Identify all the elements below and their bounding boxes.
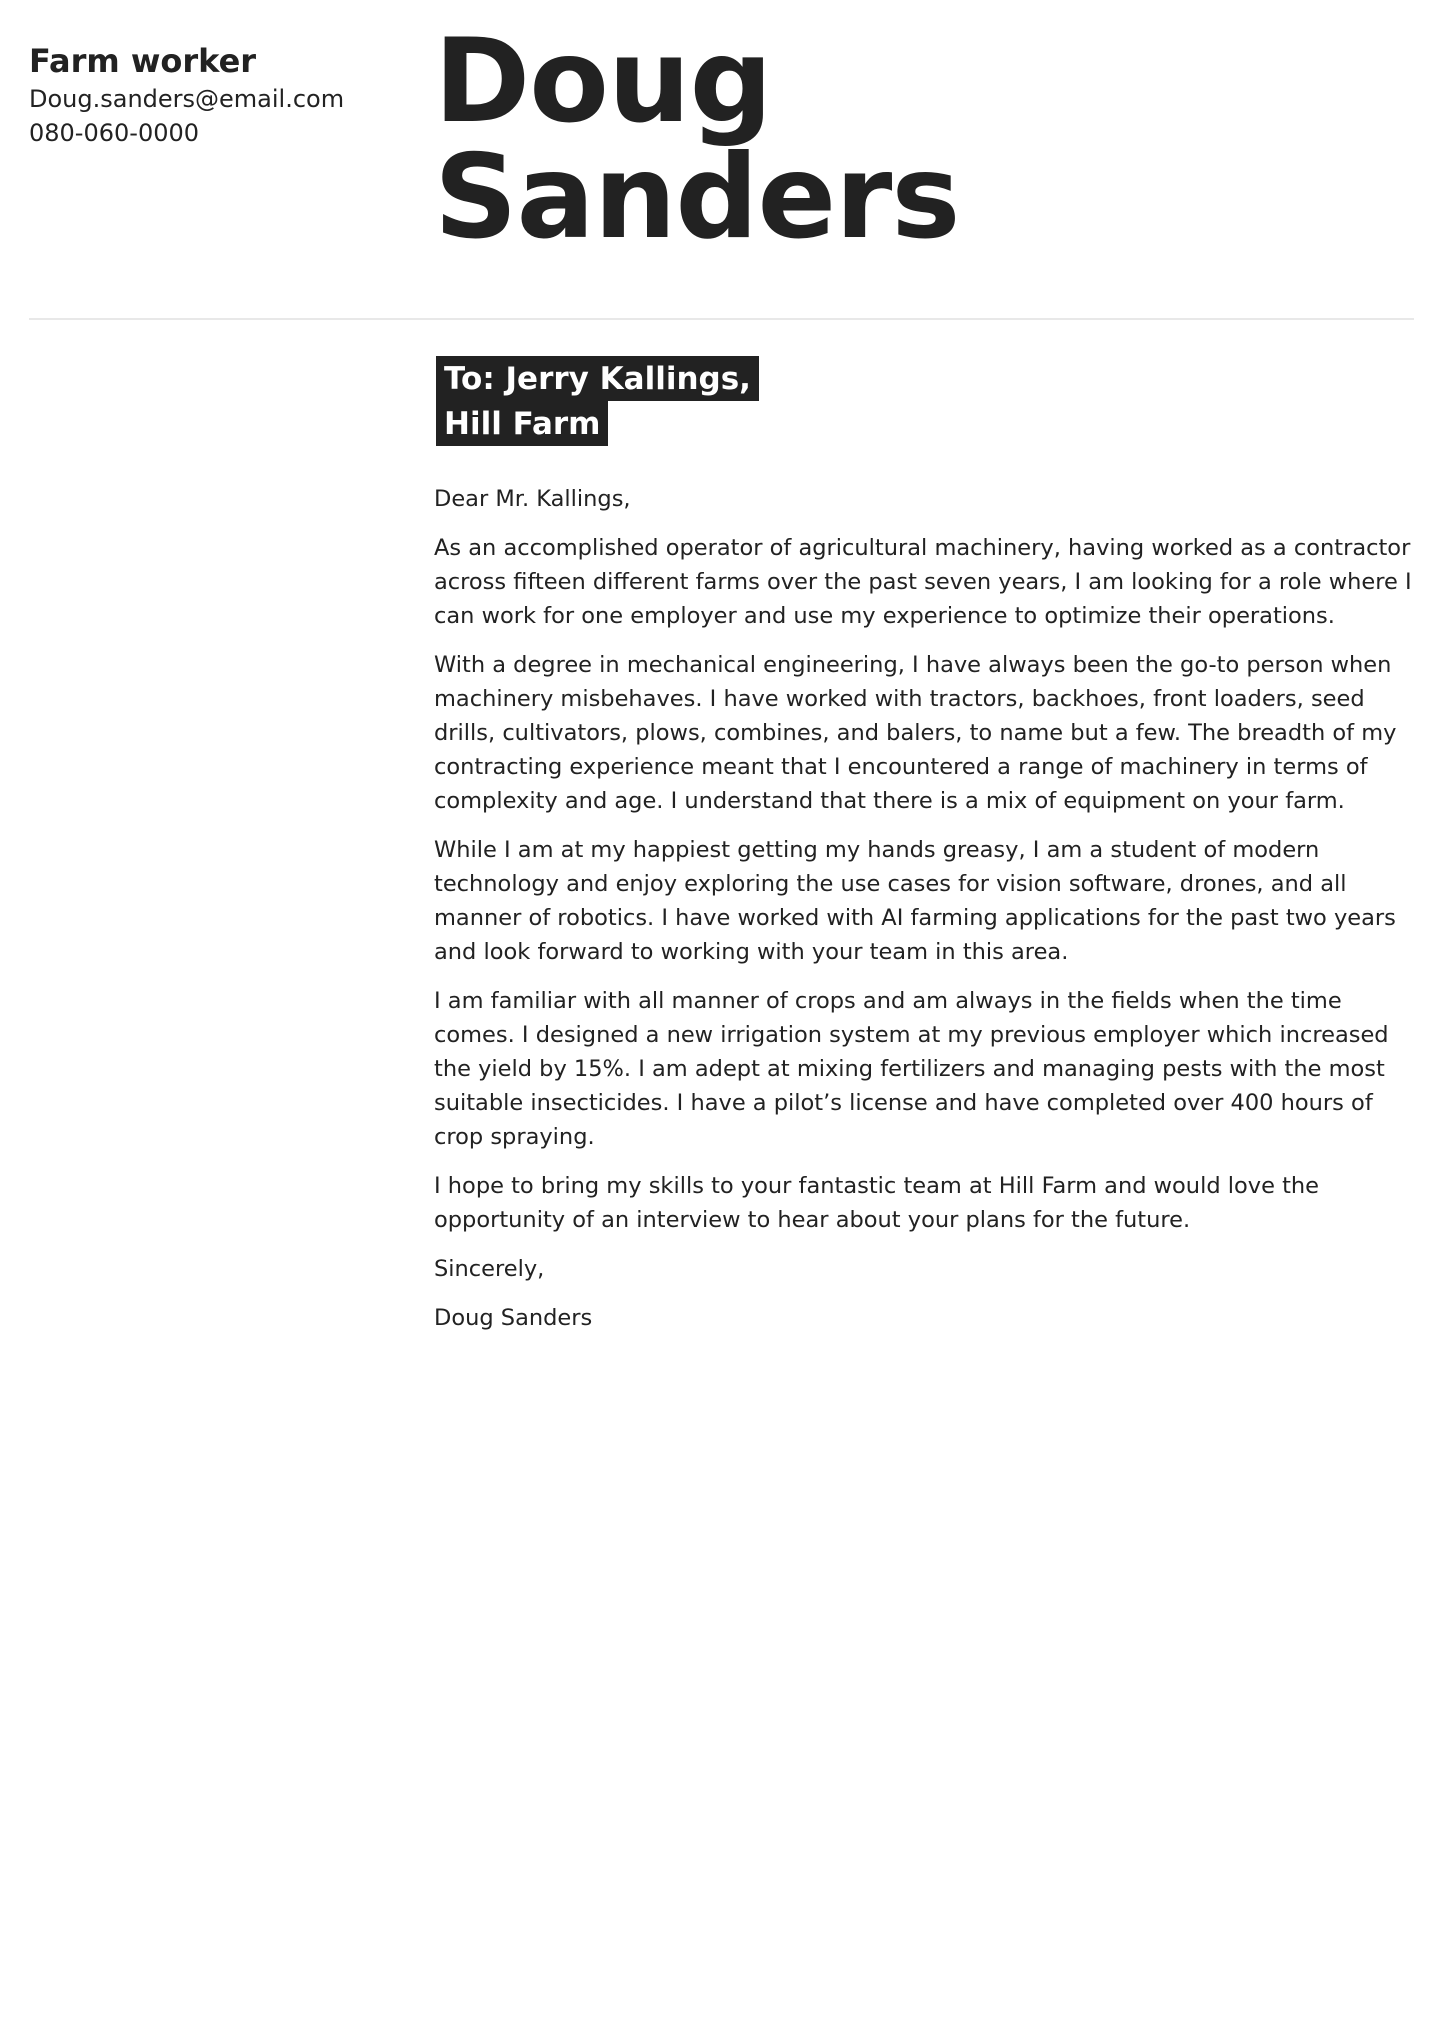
closing: Sincerely,	[434, 1256, 545, 1282]
last-name: Sanders	[434, 130, 960, 265]
recipient-block	[436, 356, 996, 446]
recipient-company-line: Hill Farm	[436, 401, 608, 446]
phone-number: 080-060-0000	[29, 119, 200, 147]
contact-block	[29, 40, 409, 150]
letter-paragraph: With a degree in mechanical engineering, I have always been the go-to person when machinery misbehaves. I have worked with tractors, backhoes, front loaders, seed drills, cultivators, plows, combines, and balers, to name but a few. The breadth of my contracting experience meant that I encountered a range of machinery in terms of complexity and age. I understand that there is a mix of equipment on your farm.	[434, 652, 1397, 814]
recipient-name-line: To: Jerry Kallings,	[436, 356, 759, 401]
job-title: Farm worker	[29, 42, 257, 80]
signature: Doug Sanders	[434, 1305, 593, 1331]
email-address: Doug.sanders@email.com	[29, 85, 345, 113]
letter-body	[434, 482, 1414, 1350]
applicant-name	[434, 14, 960, 265]
letter-paragraph: I hope to bring my skills to your fantastic team at Hill Farm and would love the opportunity of an interview to hear about your plans for the future.	[434, 1173, 1320, 1233]
letter-paragraph: As an accomplished operator of agricultural machinery, having worked as a contractor across fifteen different farms over the past seven years, I am looking for a role where I can work for one employer and use my experience to optimize their operations.	[434, 535, 1412, 629]
salutation: Dear Mr. Kallings,	[434, 486, 631, 512]
letter-paragraph: I am familiar with all manner of crops and am always in the fields when the time comes. I designed a new irrigation system at my previous employer which increased the yield by 15%. I am adept at mixing fertilizers and managing pests with the most suitable insecticides. I have a pilot’s license and have completed over 400 hours of crop spraying.	[434, 988, 1389, 1150]
first-name: Doug	[434, 14, 772, 149]
header-divider	[29, 318, 1414, 320]
letter-paragraph: While I am at my happiest getting my hands greasy, I am a student of modern technology and enjoy exploring the use cases for vision software, drones, and all manner of robotics. I have worked with AI farming applications for the past two years and look forward to working with your team in this area.	[434, 837, 1396, 965]
